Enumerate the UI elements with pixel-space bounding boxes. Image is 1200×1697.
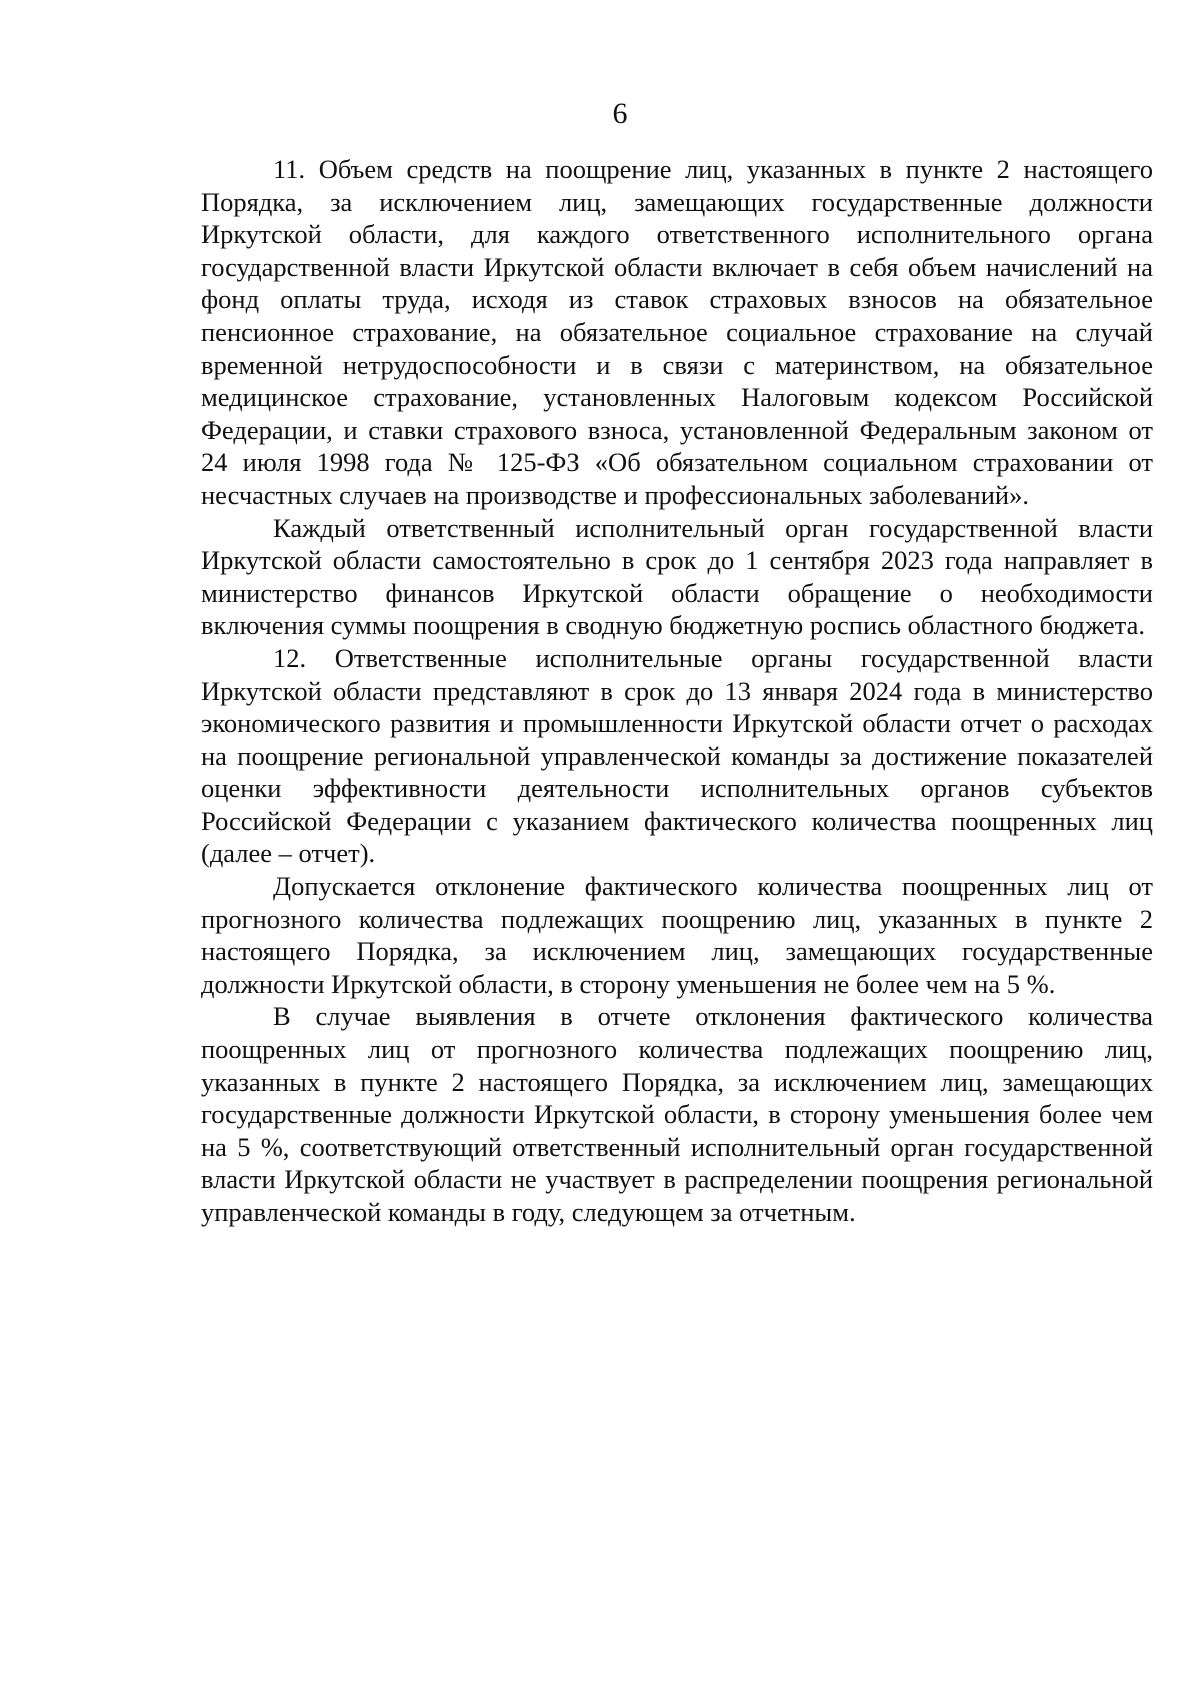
paragraph-12-report: 12. Ответственные исполнительные органы государственной власти Иркутской области представляют в срок до 13 января 2024 года в министерство экономического развития и промышленности Иркутской области отчет о расходах на поощрение региональной управленческой команды за достижение показателей оценки эффективности деятельности исполнительных органов субъектов Российской Федерации с указанием фактического количества поощренных лиц (далее – отчет). xyxy=(201,642,1153,869)
document-body xyxy=(201,153,1153,1229)
paragraph-deviation-allowed: Допускается отклонение фактического количества поощренных лиц от прогнозного количества подлежащих поощрению лиц, указанных в пункте 2 настоящего Порядка, за исключением лиц, замещающих государственные должности Иркутской области, в сторону уменьшения не более чем на 5 %. xyxy=(201,871,1153,999)
paragraph-deviation-consequence: В случае выявления в отчете отклонения фактического количества поощренных лиц от прогнозного количества подлежащих поощрению лиц, указанных в пункте 2 настоящего Порядка, за исключением лиц, замещающих государственные должности Иркутской области, в сторону уменьшения более чем на 5 %, соответствующий ответственный исполнительный орган государственной власти Иркутской области не участвует в распределении поощрения региональной управленческой команды в году, следующем за отчетным. xyxy=(201,1001,1153,1227)
paragraph-finance-appeal: Каждый ответственный исполнительный орган государственной власти Иркутской области самостоятельно в срок до 1 сентября 2023 года направляет в министерство финансов Иркутской области обращение о необходимости включения суммы поощрения в сводную бюджетную роспись областного бюджета. xyxy=(201,512,1153,641)
page-number: 6 xyxy=(612,97,628,130)
paragraph-11-funds-volume: 11. Объем средств на поощрение лиц, указанных в пункте 2 настоящего Порядка, за исключением лиц, замещающих государственные должности Иркутской области, для каждого ответственного исполнительного органа государственной власти Иркутской области включает в себя объем начислений на фонд оплаты труда, исходя из ставок страховых взносов на обязательное пенсионное страхование, на обязательное социальное страхование на случай временной нетрудоспособности и в связи с материнством, на обязательное медицинское страхование, установленных Налоговым кодексом Российской Федерации, и ставки страхового взноса, установленной Федеральным законом от 24 июля 1998 года № 125-ФЗ «Об обязательном социальном страховании от несчастных случаев на производстве и профессиональных заболеваний». xyxy=(201,154,1153,510)
